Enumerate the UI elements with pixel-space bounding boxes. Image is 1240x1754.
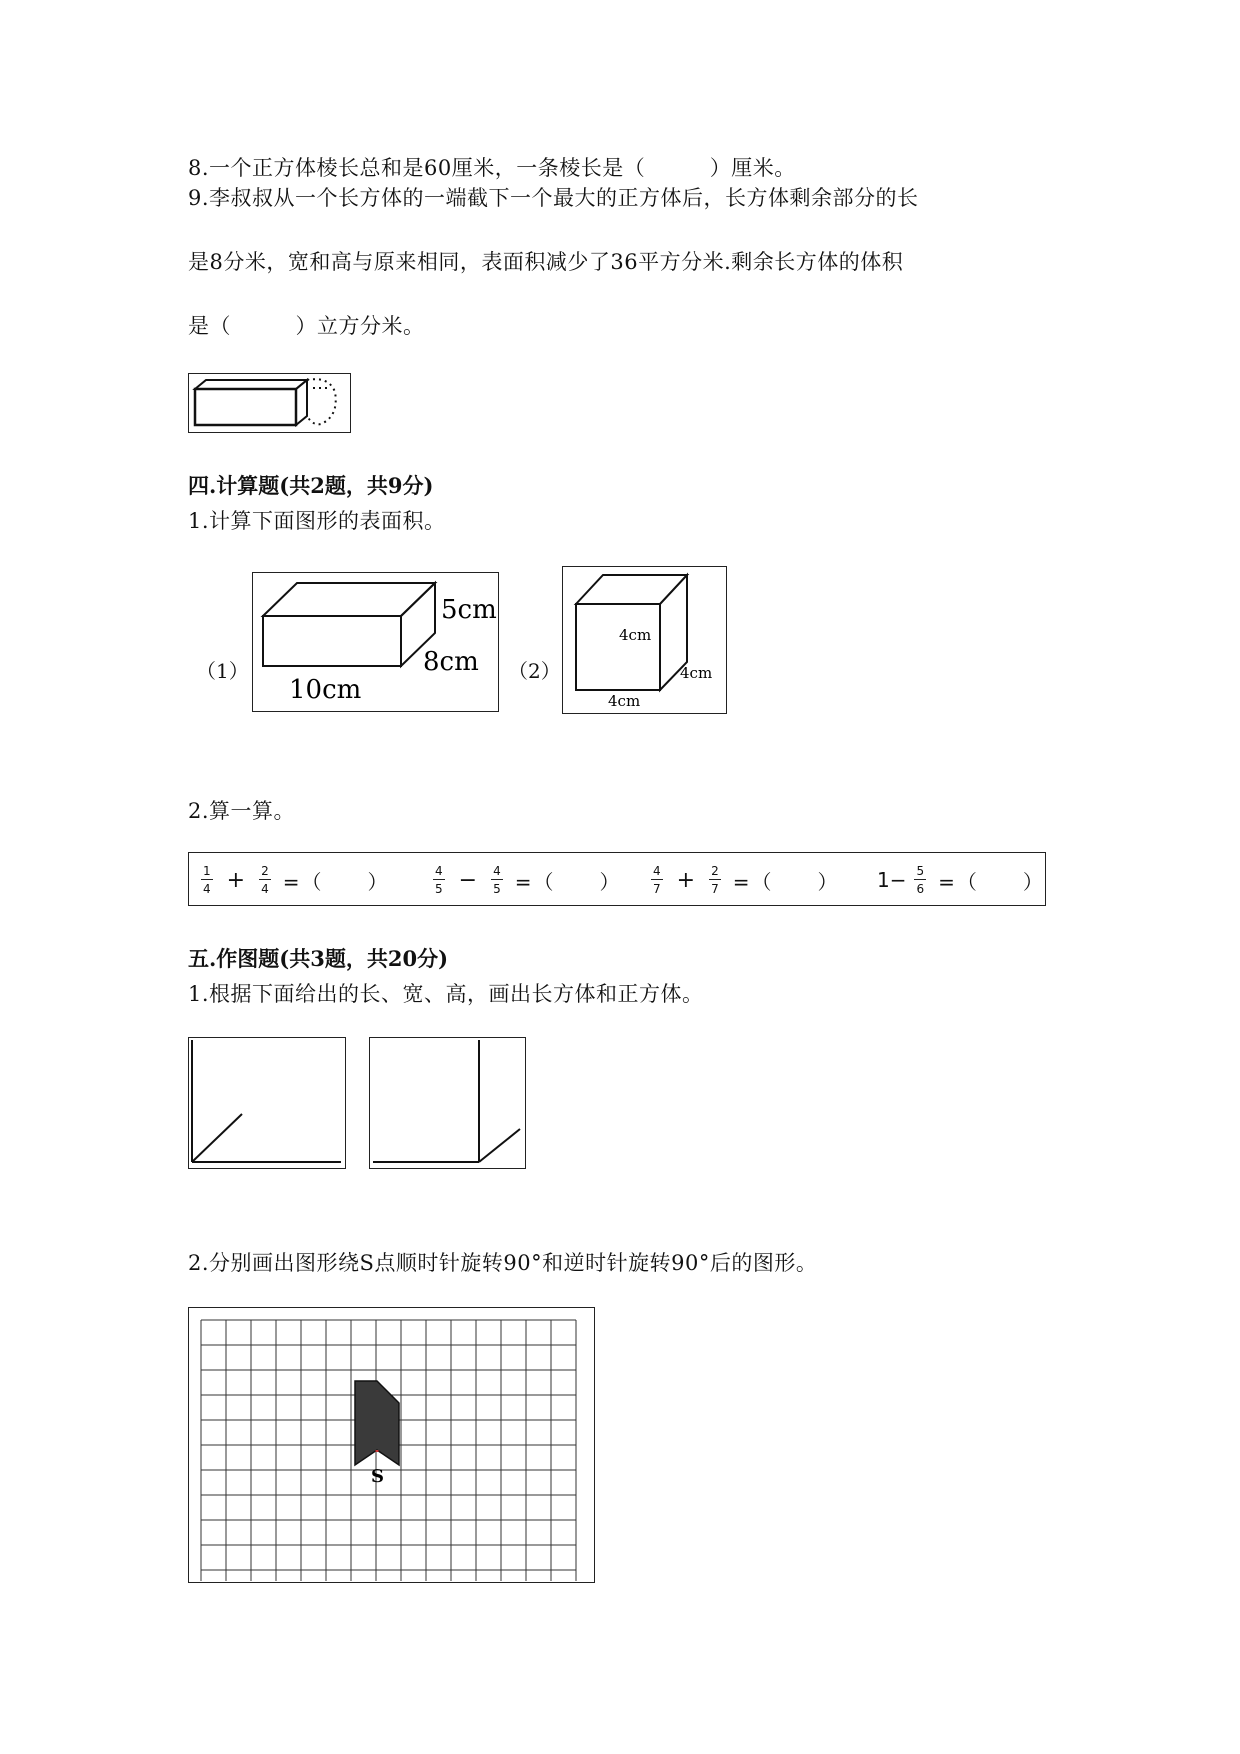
section-4-question-1: 1.计算下面图形的表面积。	[188, 509, 446, 533]
operator: +	[226, 867, 246, 893]
cuboid-cut-figure	[188, 373, 351, 433]
cuboid-height-label: 5cm	[441, 595, 497, 625]
fraction: $\frac{1}{4}$	[203, 864, 211, 896]
section-5-question-2: 2.分别画出图形绕S点顺时针旋转90°和逆时针旋转90°后的图形。	[188, 1251, 818, 1275]
rotation-grid	[189, 1308, 593, 1581]
fraction-exercises	[188, 852, 1046, 906]
cuboid-figure	[252, 572, 499, 712]
cube-bottom-edge-label: 4cm	[608, 692, 641, 710]
answer-blank: =（ ）	[732, 869, 840, 894]
fraction: $\frac{2}{7}$	[711, 864, 719, 896]
answer-blank: =（ ）	[282, 869, 390, 894]
fraction: $\frac{4}{5}$	[435, 864, 443, 896]
expression-2	[425, 853, 621, 907]
cube-draw-area	[369, 1037, 526, 1169]
question-9-line-1: 9.李叔叔从一个长方体的一端截下一个最大的正方体后，长方体剩余部分的长	[188, 186, 919, 210]
expression-1	[193, 853, 389, 907]
operator: −	[458, 867, 478, 893]
cube-figure	[562, 566, 727, 714]
section-4-question-2: 2.算一算。	[188, 799, 296, 823]
operator: 1−	[877, 868, 907, 892]
fraction: $\frac{4}{5}$	[493, 864, 501, 896]
section-5-question-1: 1.根据下面给出的长、宽、高，画出长方体和正方体。	[188, 982, 704, 1006]
fraction: $\frac{4}{7}$	[653, 864, 661, 896]
figure-1-label: （1）	[196, 659, 249, 683]
expression-3	[643, 853, 839, 907]
section-4-heading: 四.计算题(共2题，共9分)	[188, 473, 434, 498]
question-8: 8.一个正方体棱长总和是60厘米，一条棱长是（ ）厘米。	[188, 156, 796, 180]
cube-front-edge-label: 4cm	[619, 626, 652, 644]
answer-blank: =（ ）	[514, 869, 622, 894]
operator: +	[676, 867, 696, 893]
cuboid-length-label: 10cm	[289, 675, 362, 705]
fraction: $\frac{2}{4}$	[261, 864, 269, 896]
cube-given-edges	[370, 1038, 524, 1167]
rotation-grid-figure	[188, 1307, 595, 1583]
cuboid-given-edges	[189, 1038, 344, 1167]
answer-blank: =（ ）	[938, 869, 1045, 894]
figure-2-label: （2）	[508, 659, 561, 683]
cuboid-cut-drawing	[189, 374, 349, 431]
question-9-line-3: 是（ ）立方分米。	[188, 314, 425, 338]
arrow-shape	[355, 1381, 399, 1465]
expression-4	[877, 853, 1045, 907]
point-s-label: S	[371, 1466, 384, 1487]
section-5-heading: 五.作图题(共3题，共20分)	[188, 946, 449, 971]
cube-side-edge-label: 4cm	[680, 664, 713, 682]
cuboid-width-label: 8cm	[423, 647, 479, 677]
fraction: $\frac{5}{6}$	[916, 864, 925, 896]
cuboid-draw-area	[188, 1037, 346, 1169]
cube-drawing	[563, 567, 725, 712]
cuboid-drawing	[253, 573, 497, 710]
question-9-line-2: 是8分米，宽和高与原来相同，表面积减少了36平方分米.剩余长方体的体积	[188, 250, 904, 274]
